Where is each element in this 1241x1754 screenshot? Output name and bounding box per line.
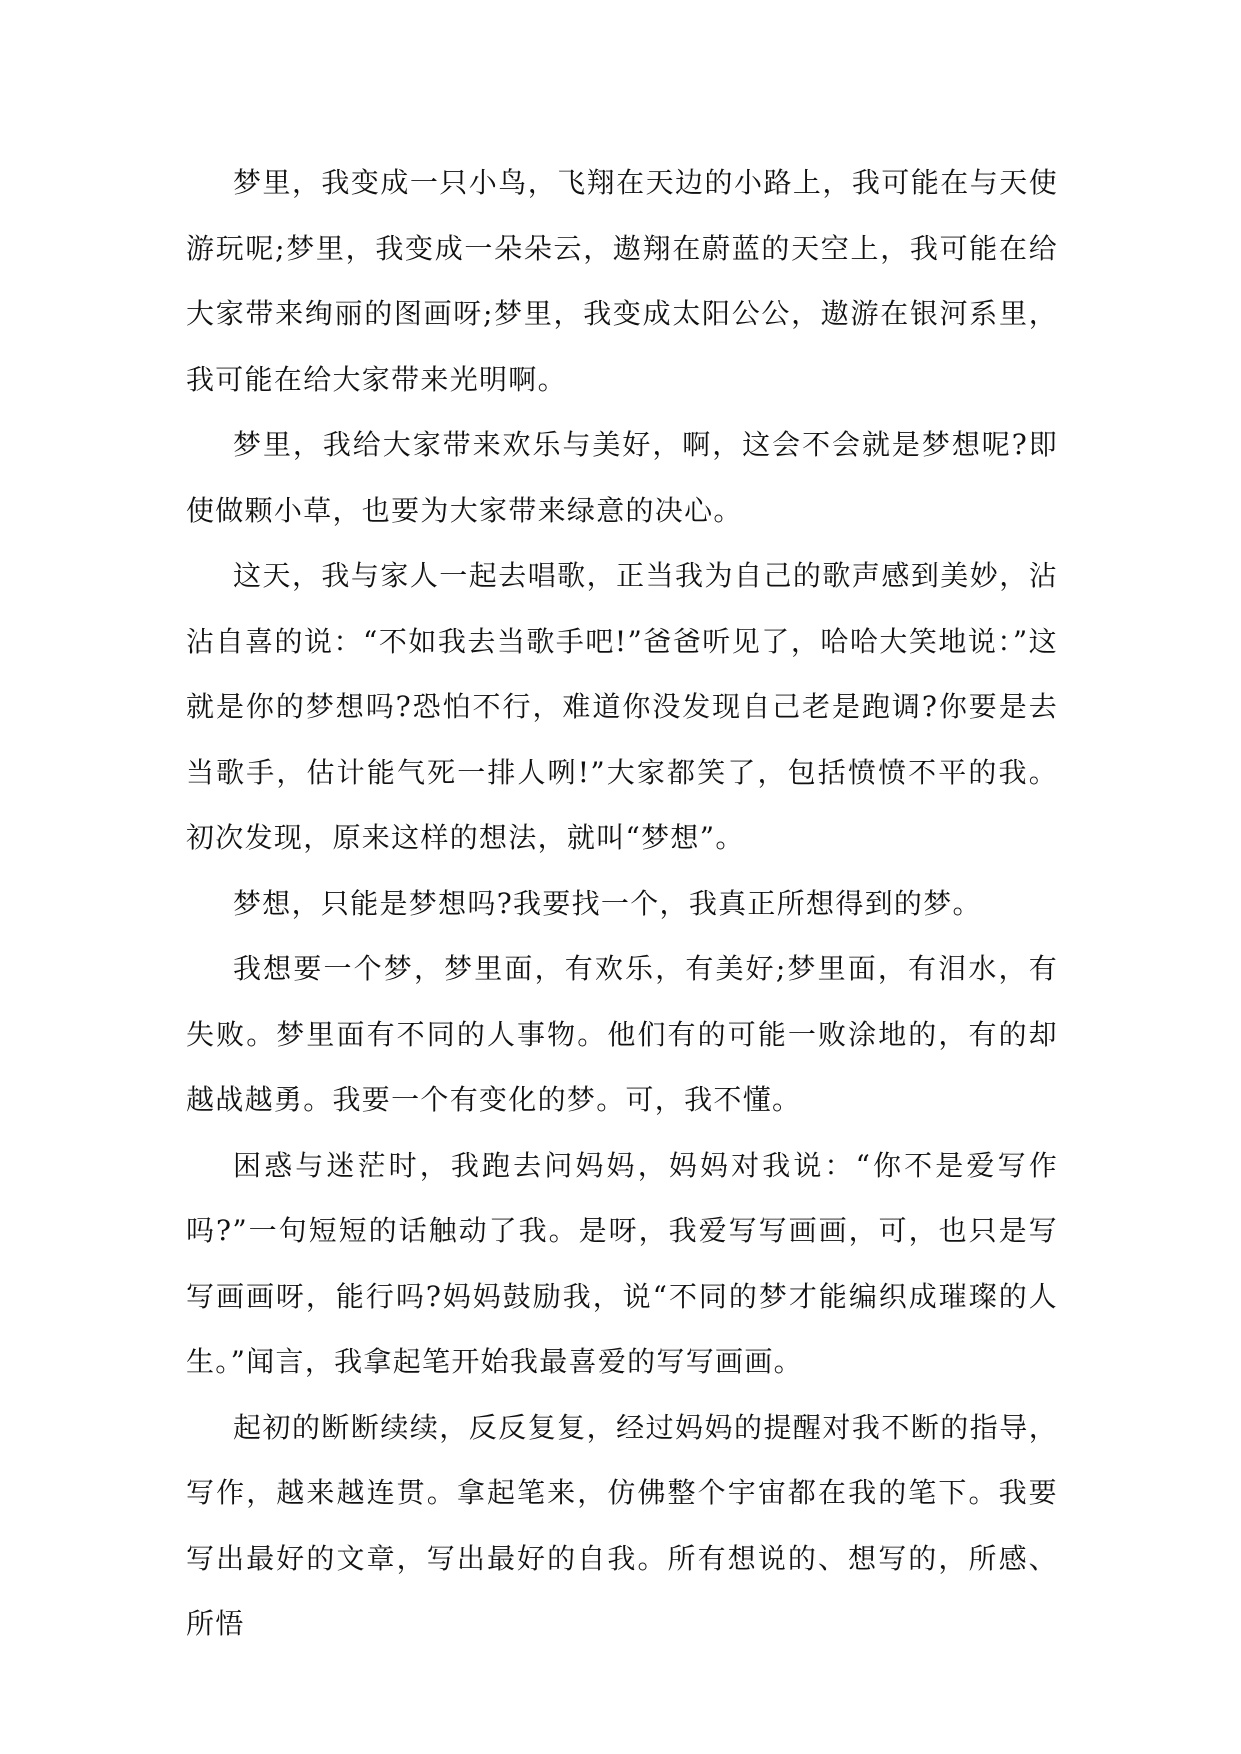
paragraph-7: 起初的断断续续，反反复复，经过妈妈的提醒对我不断的指导，写作，越来越连贯。拿起笔来，仿佛整个宇宙都在我的笔下。我要写出最好的文章，写出最好的自我。所有想说的、想写的，所感、所悟 bbox=[186, 1410, 1058, 1640]
paragraph-2: 梦里，我给大家带来欢乐与美好，啊，这会不会就是梦想呢?即使做颗小草，也要为大家带来绿意的决心。 bbox=[186, 428, 1058, 527]
document-page bbox=[186, 150, 1058, 1657]
paragraph-5: 我想要一个梦，梦里面，有欢乐，有美好;梦里面，有泪水，有失败。梦里面有不同的人事物。他们有的可能一败涂地的，有的却越战越勇。我要一个有变化的梦。可，我不懂。 bbox=[186, 952, 1058, 1116]
paragraph-3: 这天，我与家人一起去唱歌，正当我为自己的歌声感到美妙，沾沾自喜的说：“不如我去当歌手吧!”爸爸听见了，哈哈大笑地说：”这就是你的梦想吗?恐怕不行，难道你没发现自己老是跑调?你要是去当歌手，估计能气死一排人咧!”大家都笑了，包括愤愤不平的我。初次发现，原来这样的想法，就叫“梦想”。 bbox=[186, 559, 1058, 854]
paragraph-1: 梦里，我变成一只小鸟，飞翔在天边的小路上，我可能在与天使游玩呢;梦里，我变成一朵朵云，遨翔在蔚蓝的天空上，我可能在给大家带来绚丽的图画呀;梦里，我变成太阳公公，遨游在银河系里，我可能在给大家带来光明啊。 bbox=[186, 166, 1058, 396]
paragraph-6: 困惑与迷茫时，我跑去问妈妈，妈妈对我说：“你不是爱写作吗?”一句短短的话触动了我。是呀，我爱写写画画，可，也只是写写画画呀，能行吗?妈妈鼓励我，说“不同的梦才能编织成璀璨的人生。”闻言，我拿起笔开始我最喜爱的写写画画。 bbox=[186, 1148, 1058, 1378]
paragraph-4: 梦想，只能是梦想吗?我要找一个，我真正所想得到的梦。 bbox=[233, 886, 982, 920]
